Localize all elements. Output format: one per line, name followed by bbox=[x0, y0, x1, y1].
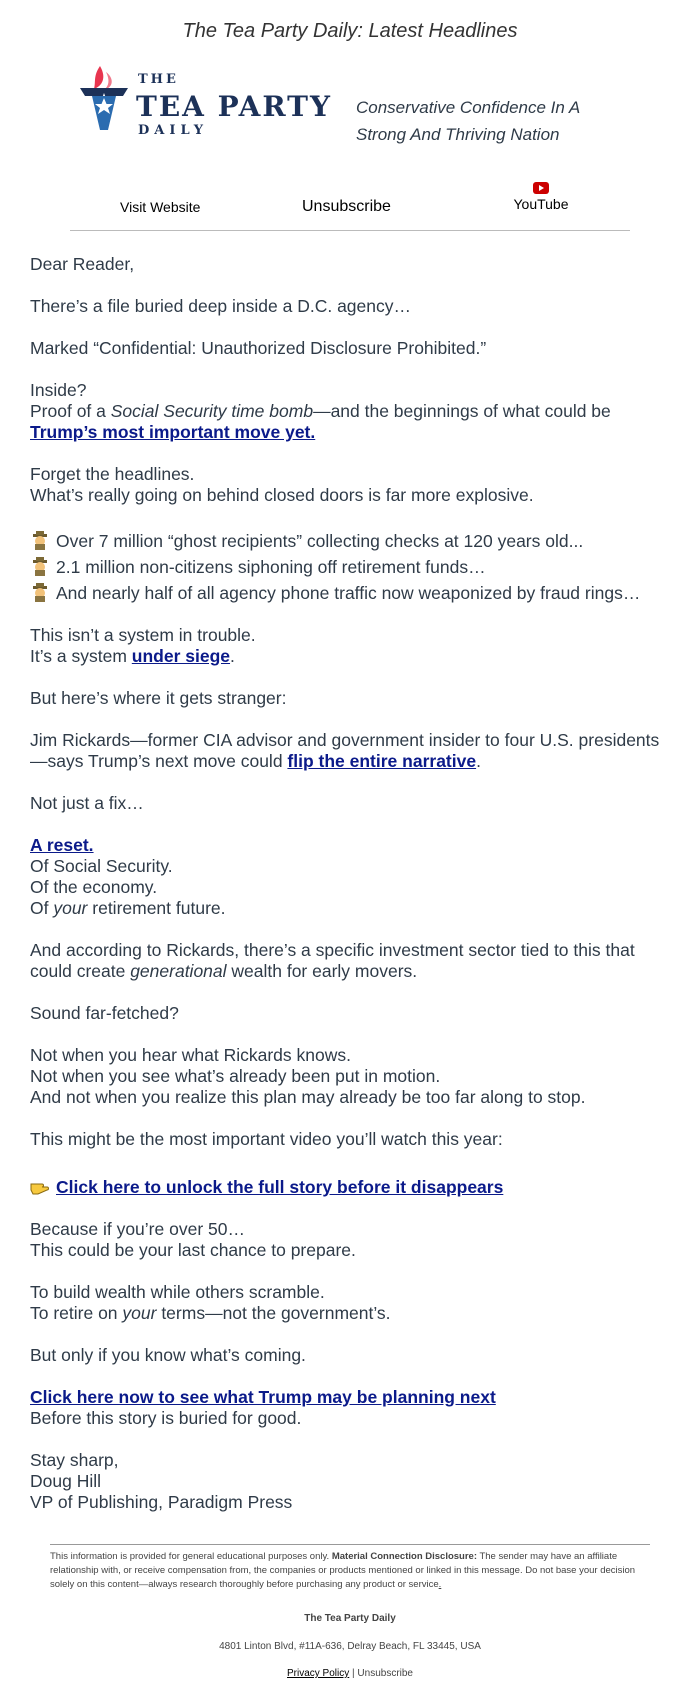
paragraph: And according to Rickards, there’s a specific investment sector tied to this that could create generational wealth for early movers. bbox=[30, 940, 635, 981]
privacy-policy-link[interactable]: Privacy Policy bbox=[287, 1668, 350, 1679]
newsletter-title: The Tea Party Daily: Latest Headlines bbox=[182, 20, 518, 42]
youtube-link[interactable] bbox=[507, 182, 575, 212]
paragraph: To build wealth while others scramble. To retire on your terms—not the government’s. bbox=[30, 1282, 391, 1323]
under-siege-link[interactable]: under siege bbox=[131, 646, 231, 666]
paragraph: Click here now to see what Trump may be planning next Before this story is buried for good. bbox=[30, 1387, 496, 1428]
disclaimer: This information is provided for general educational purposes only. Material Connection Disclosure: The sender may have an affiliate relationship with, or receive compensation from, the companies or products mentioned or linked in this message. Do not base your decision solely on this content—always research thoroughly before purchasing any product or service. bbox=[50, 1551, 636, 1590]
paragraph: Inside? Proof of a Social Security time bomb—and the beginnings of what could be Trump’s most important move yet. bbox=[30, 380, 611, 442]
emphasis-text: generational bbox=[130, 961, 227, 981]
unsubscribe-link[interactable]: Unsubscribe bbox=[302, 198, 391, 215]
tagline-line-2: Strong And Thriving Nation bbox=[356, 125, 560, 144]
tea-party-daily-logo[interactable] bbox=[80, 64, 340, 146]
paragraph: Not just a fix… bbox=[30, 793, 144, 813]
tagline-line-1: Conservative Confidence In A bbox=[356, 98, 581, 117]
top-nav bbox=[70, 182, 630, 231]
footer-address: 4801 Linton Blvd, #11A-636, Delray Beach, FL 33445, USA bbox=[219, 1641, 481, 1652]
detective-icon bbox=[30, 556, 50, 576]
greeting: Dear Reader, bbox=[30, 254, 135, 274]
paragraph: But only if you know what’s coming. bbox=[30, 1345, 306, 1365]
email-body bbox=[30, 254, 670, 1534]
emphasis-text: your bbox=[122, 1303, 157, 1323]
text-line: Inside? bbox=[30, 380, 87, 400]
logo-text-daily: DAILY bbox=[138, 123, 209, 138]
trump-planning-link[interactable]: Click here now to see what Trump may be planning next bbox=[30, 1387, 496, 1407]
youtube-label: YouTube bbox=[513, 196, 569, 212]
emphasis-text: your bbox=[53, 898, 88, 918]
disclosure-label: Material Connection Disclosure: bbox=[331, 1551, 477, 1562]
paragraph: Jim Rickards—former CIA advisor and government insider to four U.S. presidents—says Trump’s next move could flip the entire narrative. bbox=[30, 730, 660, 771]
a-reset-link[interactable]: A reset. bbox=[30, 835, 94, 855]
footer-company: The Tea Party Daily bbox=[304, 1613, 396, 1624]
paragraph: Not when you hear what Rickards knows. Not when you see what’s already been put in motion. And not when you realize this plan may already be too far along to stop. bbox=[30, 1045, 586, 1107]
paragraph: This might be the most important video you’ll watch this year: bbox=[30, 1129, 503, 1149]
list-item: 2.1 million non-citizens siphoning off retirement funds… bbox=[30, 556, 670, 578]
detective-icon bbox=[30, 530, 50, 550]
detective-icon bbox=[30, 582, 50, 602]
footer-links: Privacy Policy | Unsubscribe bbox=[287, 1668, 413, 1679]
paragraph: This isn’t a system in trouble. It’s a system under siege. bbox=[30, 625, 256, 666]
footer-unsubscribe-link[interactable]: Unsubscribe bbox=[357, 1668, 413, 1679]
logo-text-the: THE bbox=[138, 72, 179, 87]
cta-paragraph bbox=[30, 1176, 670, 1198]
list-item: And nearly half of all agency phone traffic now weaponized by fraud rings… bbox=[30, 582, 670, 604]
torch-star-logo-icon bbox=[80, 64, 128, 132]
visit-website-link[interactable]: Visit Website bbox=[120, 199, 201, 215]
tagline bbox=[356, 94, 606, 148]
paragraph: A reset. Of Social Security. Of the economy. Of your retirement future. bbox=[30, 835, 226, 918]
logo-text-tea-party: TEA PARTY bbox=[136, 90, 332, 123]
footer-divider bbox=[50, 1544, 650, 1545]
pointing-hand-icon bbox=[30, 1176, 50, 1196]
flip-narrative-link[interactable]: flip the entire narrative bbox=[287, 751, 477, 771]
emphasis-text: Social Security time bomb bbox=[110, 401, 314, 421]
list-item: Over 7 million “ghost recipients” collecting checks at 120 years old... bbox=[30, 530, 670, 552]
bullet-list bbox=[30, 530, 670, 604]
trump-move-link[interactable]: Trump’s most important move yet. bbox=[30, 422, 316, 442]
paragraph: Because if you’re over 50… This could be your last chance to prepare. bbox=[30, 1219, 356, 1260]
signature: Stay sharp, Doug Hill VP of Publishing, Paradigm Press bbox=[30, 1450, 293, 1512]
paragraph: There’s a file buried deep inside a D.C. agency… bbox=[30, 296, 412, 316]
youtube-icon bbox=[533, 182, 549, 194]
paragraph: But here’s where it gets stranger: bbox=[30, 688, 287, 708]
paragraph: Marked “Confidential: Unauthorized Disclosure Prohibited.” bbox=[30, 338, 487, 358]
unlock-full-story-link[interactable]: Click here to unlock the full story before it disappears bbox=[56, 1177, 504, 1197]
paragraph: Sound far-fetched? bbox=[30, 1003, 179, 1023]
paragraph: Forget the headlines. What’s really going on behind closed doors is far more explosive. bbox=[30, 464, 534, 505]
